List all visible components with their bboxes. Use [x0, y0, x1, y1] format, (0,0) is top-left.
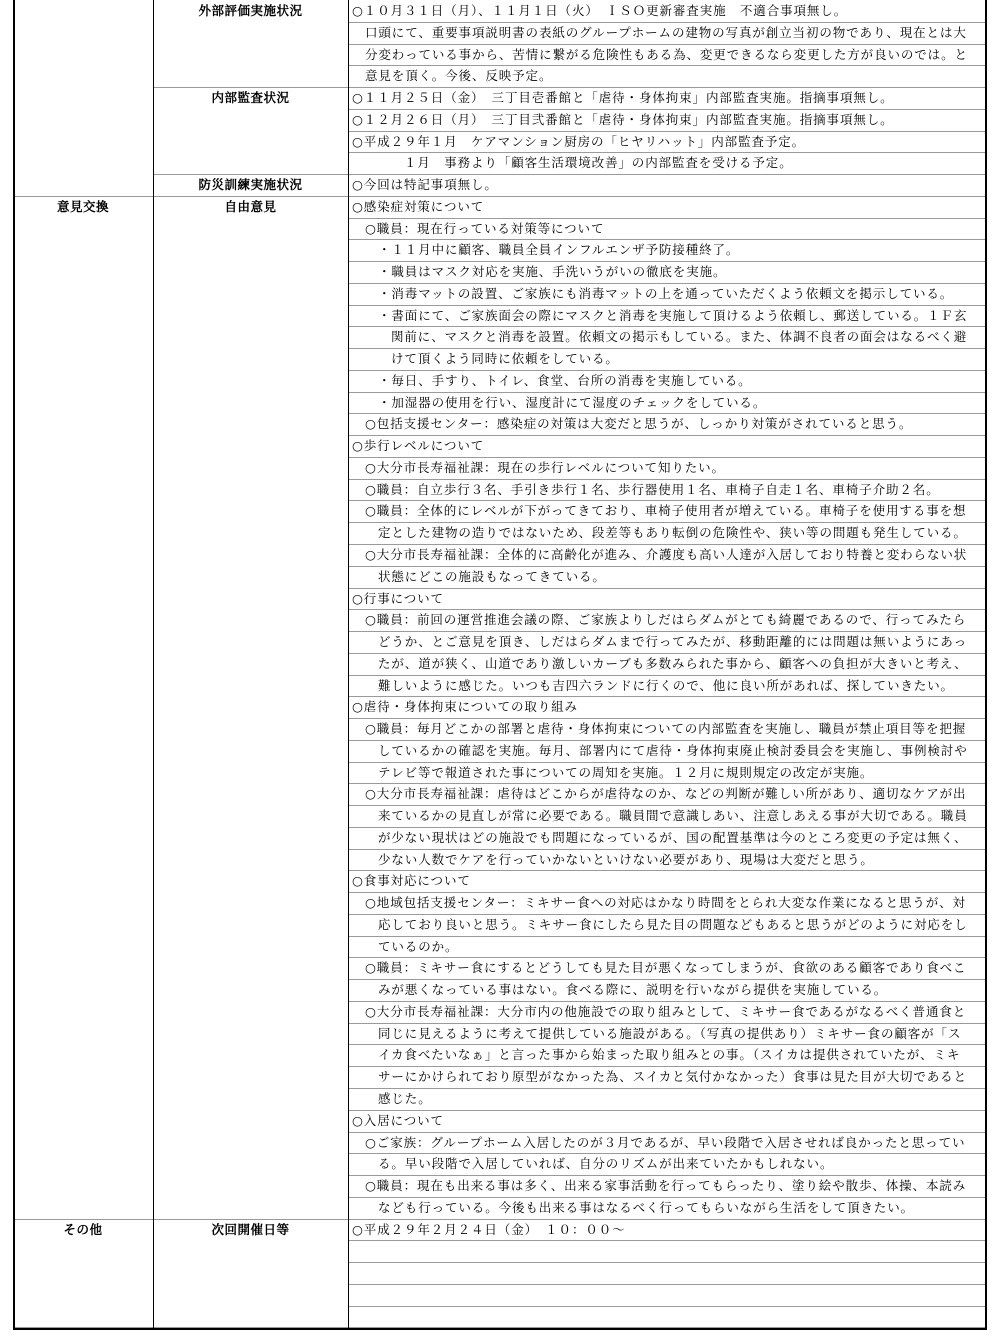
content-line: ○職員：全体的にレベルが下がってきており、車椅子使用者が増えている。車椅子を使用する事を想 — [365, 503, 967, 519]
content-line: なども行っている。今後も出来る事はなるべく行ってもらいながら生活をして頂きたい。 — [378, 1199, 915, 1215]
content-line: ○職員：毎月どこかの部署と虐待・身体拘束についての内部監査を実施し、職員が禁止項目等を把握 — [365, 721, 967, 737]
content-line — [352, 1284, 992, 1306]
content-line: ・消毒マットの設置、ご家族にも消毒マットの上を通っていただくよう依頼文を掲示している。 — [378, 285, 954, 301]
item-label: 内部監査状況 — [211, 90, 290, 106]
content-line: ○行事について — [352, 590, 444, 606]
content-line: ○入居について — [352, 1112, 444, 1128]
content-line: ○平成２９年２月２４日（金） １０：００～ — [352, 1221, 626, 1237]
content-line: 難しいように感じた。いつも吉四六ランドに行くので、他に良い所があれば、探していきたい。 — [378, 677, 954, 693]
content-line: 定とした建物の造りではないため、段差等もあり転倒の危険性や、狭い等の問題も発生している。 — [378, 525, 967, 541]
content-line: が少ない現状はどの施設でも問題になっているが、国の配置基準は今のところ変更の予定は無く、 — [378, 829, 968, 845]
content-line: 来ているかの見直しが常に必要である。職員間で意識しあい、注意しあえる事が大切である。職員 — [378, 808, 968, 824]
content-line: 少ない人数でケアを行っていかないといけない必要があり、現場は大変だと思う。 — [378, 851, 874, 867]
content-line: ・加湿器の使用を行い、湿度計にて湿度のチェックをしている。 — [378, 394, 767, 410]
content-line: ○大分市長寿福祉課：全体的に高齢化が進み、介護度も高い人達が入居しており特養と変わらない状 — [365, 547, 968, 562]
content-line: ○１２月２６日（月） 三丁目弐番館と「虐待・身体拘束」内部監査実施。指摘事項無し。 — [352, 111, 894, 127]
content-line: ○職員：現在も出来る事は多く、出来る家事活動を行ってもらったり、塗り絵や散歩、体操、本読み — [365, 1178, 967, 1194]
column-divider — [348, 0, 349, 1328]
content-line: ○感染症対策について — [352, 198, 485, 214]
content-line: みが悪くなっている事はない。食べる際に、説明を行いながら提供を実施している。 — [378, 982, 888, 998]
content-line: ○今回は特記事項無し。 — [352, 177, 498, 193]
content-line: けて頂くよう同時に依頼をしている。 — [391, 351, 619, 367]
table-bottom-border — [13, 1328, 987, 1330]
content-line: 関前に、マスクと消毒を設置。依頼文の掲示もしている。また、体調不良者の面会はなるべく避 — [391, 329, 968, 345]
content-line: ○１０月３１日（月）、１１月１日（火） ＩＳＯ更新審査実施 不適合事項無し。 — [352, 3, 848, 18]
content-line — [352, 1262, 992, 1284]
content-line: テレビ等で報道された事についての周知を実施。１２月に規則規定の改定が実施。 — [378, 764, 874, 780]
item-label: 防災訓練実施状況 — [198, 177, 303, 193]
item-label: 自由意見 — [224, 198, 277, 214]
content-line: ○１１月２５日（金） 三丁目壱番館と「虐待・身体拘束」内部監査実施。指摘事項無し。 — [352, 90, 894, 106]
content-line: 状態にどこの施設もなってきている。 — [378, 568, 606, 584]
content-line: ○大分市長寿福祉課：大分市内の他施設での取り組みとして、ミキサー食であるがなるべく普通食と — [365, 1003, 967, 1019]
content-line: ○職員：現在行っている対策等について — [365, 220, 605, 236]
category-label: 意見交換 — [56, 198, 109, 214]
content-line: 感じた。 — [378, 1091, 432, 1106]
content-line: イカ食べたいなぁ」と言った事から始まった取り組みとの事。（スイカは提供されていたが、ミキ — [378, 1047, 961, 1063]
content-line: ○包括支援センター：感染症の対策は大変だと思うが、しっかり対策がされていると思う。 — [365, 416, 913, 432]
content-line: ・職員はマスク対応を実施、手洗いうがいの徹底を実施。 — [378, 264, 727, 280]
content-line: ○地域包括支援センター：ミキサー食への対応はかなり時間をとられ大変な作業になると思うが、対 — [365, 895, 966, 911]
item-label: 外部評価実施状況 — [198, 3, 303, 18]
content-line: たが、道が狭く、山道であり激しいカーブも多数みられた事から、顧客への負担が大きいと考え、 — [378, 655, 968, 671]
content-line: 意見を頂く。今後、反映予定。 — [365, 68, 553, 84]
content-line: ・毎日、手すり、トイレ、食堂、台所の消毒を実施している。 — [378, 372, 752, 388]
content-line: しているかの確認を実施。毎月、部署内にて虐待・身体拘束廃止検討委員会を実施し、事例検討や — [378, 742, 968, 758]
content-line: ているのか。 — [378, 938, 459, 954]
content-line: どうか、とご意見を頂き、しだはらダムまで行ってみたが、移動距離的には問題は無いようにあっ — [378, 634, 967, 650]
content-line: ・書面にて、ご家族面会の際にマスクと消毒を実施して頂けるよう依頼し、郵送している。１Ｆ玄 — [378, 307, 968, 323]
category-label: その他 — [63, 1221, 103, 1237]
content-line: 口頭にて、重要事項説明書の表紙のグループホームの建物の写真が創立当初の物であり、現在とは大 — [365, 24, 967, 40]
item-label: 次回開催日等 — [211, 1221, 290, 1237]
table-right-border — [985, 0, 987, 1328]
column-divider — [153, 0, 154, 1328]
content-line: 応しており良いと思う。ミキサー食にしたら見た目の問題などもあると思うがどのように対応をし — [378, 916, 968, 932]
table-left-border — [13, 0, 15, 1328]
content-line: １月 事務より「顧客生活環境改善」の内部監査を受ける予定。 — [404, 155, 793, 171]
content-line: ○職員：前回の運営推進会議の際、ご家族よりしだはらダムがとても綺麗であるので、行ってみたら — [365, 612, 967, 628]
content-line: ○大分市長寿福祉課：虐待はどこからが虐待なのか、などの判断が難しい所があり、適切なケアが出 — [365, 786, 967, 802]
content-line: ○歩行レベルについて — [352, 438, 485, 454]
content-line: 分変わっている事から、苦情に繋がる危険性もある為、変更できるなら変更した方が良いのでは。と — [365, 46, 968, 62]
content-line — [352, 1306, 992, 1328]
content-line: る。早い段階で入居していれば、自分のリズムが出来ていたかもしれない。 — [378, 1156, 834, 1172]
content-line — [352, 1240, 992, 1262]
content-line: ○食事対応について — [352, 873, 471, 889]
content-line: 同じに見えるように考えて提供している施設がある。（写真の提供あり）ミキサー食の顧客が「ス — [378, 1025, 962, 1041]
content-line: ・１１月中に顧客、職員全員インフルエンザ予防接種終了。 — [378, 242, 740, 258]
content-line: ○職員：自立歩行３名、手引き歩行１名、歩行器使用１名、車椅子自走１名、車椅子介助２名。 — [365, 481, 940, 497]
content-line: ○職員：ミキサー食にするとどうしても見た目が悪くなってしまうが、食欲のある顧客であり食べこ — [365, 960, 967, 976]
content-line: ○平成２９年１月 ケアマンション厨房の「ヒヤリハット」内部監査予定。 — [352, 133, 806, 149]
content-line: ○大分市長寿福祉課：現在の歩行レベルについて知りたい。 — [365, 459, 725, 475]
content-line: サーにかけられており原型がなかった為、スイカと気付かなかった）食事は見た目が大切であると — [378, 1069, 967, 1085]
content-line: ○虐待・身体拘束についての取り組み — [352, 699, 578, 715]
content-line: ○ご家族：グループホーム入居したのが３月であるが、早い段階で入居させれば良かったと思ってい — [365, 1134, 966, 1150]
